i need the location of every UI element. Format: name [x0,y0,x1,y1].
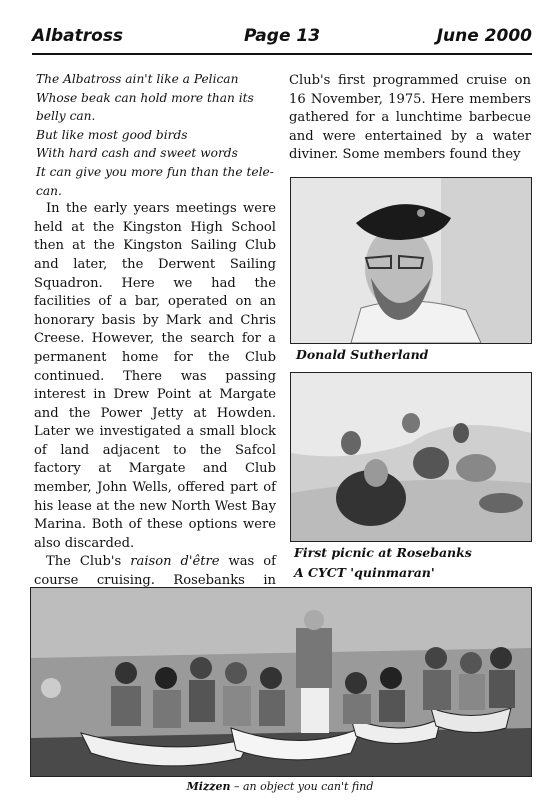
page-header [32,26,532,54]
body-paragraph: In the early years meetings were held at the Kingston High School then at the Kingston Sailing Club and later, the Derwent Sailing Squadron. Here we had the facilities of a bar, operated on an honorary basis by Mark and Chris Creese. However, the search for a permanent home for the Club continued. There was passing interest in Drew Point at Margate and the Power Jetty at Howden. Later we investigated a small block of land adjacent to the Safcol factory at Margate and Club member, John Wells, offered part of his lease at the new North West Bay Marina. Both of these options were also discarded. [34,201,276,551]
publication-title: Albatross [32,26,124,46]
header-rule [32,53,532,55]
verse-line: can. [36,183,62,198]
photo-caption: Donald Sutherland [296,347,429,362]
verse-line: belly can. [36,109,96,124]
bottom-caption [30,780,530,793]
quinmaran-photo [30,587,532,777]
portrait-photo-image [291,178,531,343]
verse [34,70,276,200]
italic-phrase: raison d'être [130,554,220,570]
right-column [289,72,531,165]
left-column [34,70,276,628]
verse-line: The Albatross ain't like a Pelican [36,72,239,86]
portrait-photo [290,177,532,344]
issue-date: June 2000 [436,26,532,46]
page-number: Page 13 [243,26,321,46]
verse-line: Whose beak can hold more than its [36,90,254,105]
quinmaran-photo-image [31,588,531,776]
picnic-photo-image [291,373,531,541]
photo-caption: First picnic at Rosebanks [294,545,472,560]
text-run: was of course cruising. Rosebanks in [34,554,276,589]
picnic-photo [290,372,532,542]
text-run: The Club's [46,554,131,570]
photo-title: A CYCT 'quinmaran' [294,565,435,580]
verse-line: But like most good birds [36,127,188,142]
verse-line: It can give you more fun than the tele- [36,164,274,179]
body-paragraph: Club's first programmed cruise on 16 November, 1975. Here members gathered for a lunchtime barbecue and were entertained by a water diviner. Some members found they [289,73,531,163]
verse-line: With hard cash and sweet words [36,146,238,161]
caption-definition: – an object you can't find [230,780,374,793]
caption-term: Mizzen [186,780,231,793]
